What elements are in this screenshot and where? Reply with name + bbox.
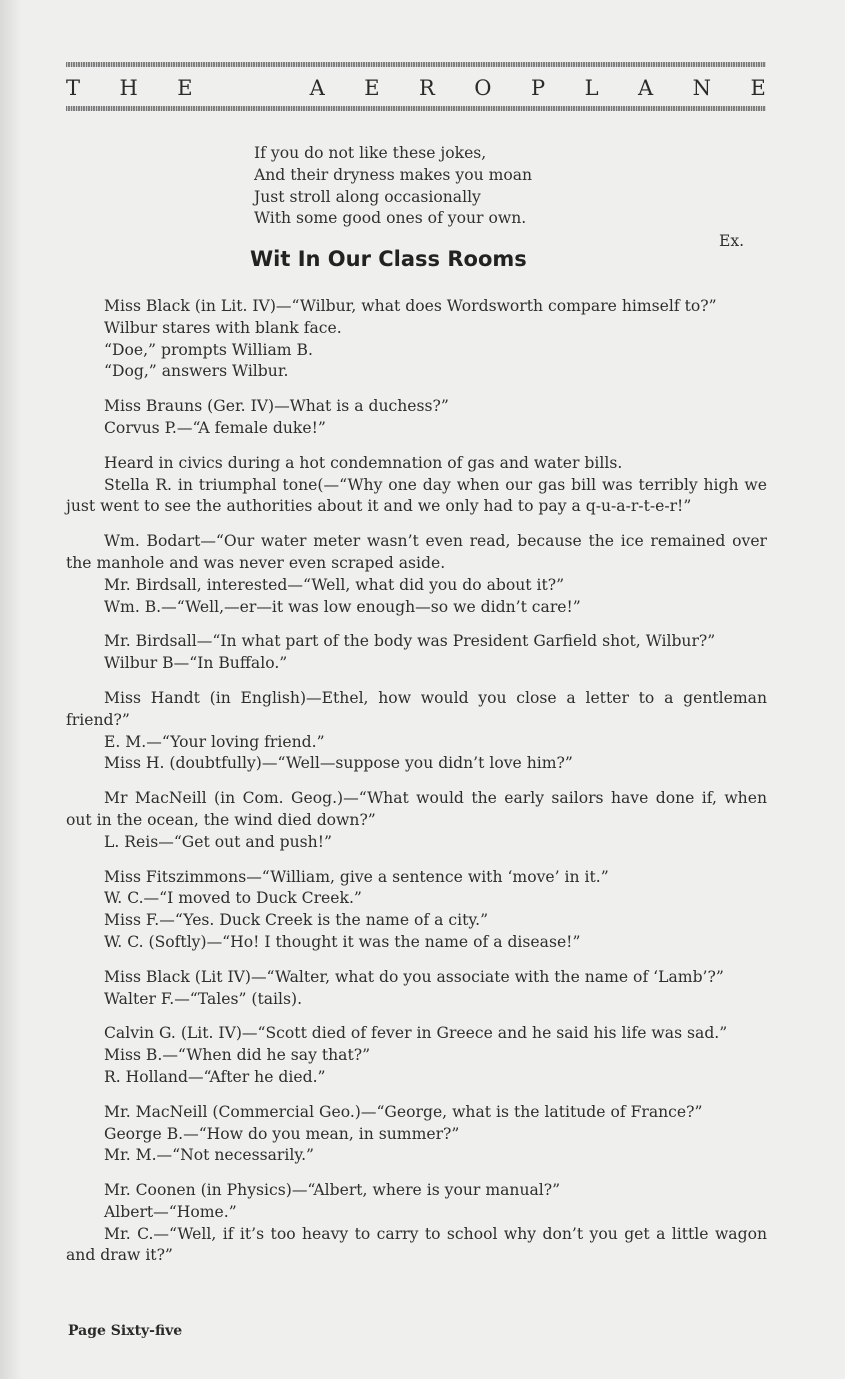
dialogue-line: Wilbur B—“In Buffalo.” <box>104 654 288 673</box>
title-letter: R <box>419 76 435 100</box>
title-letter: N <box>692 76 712 100</box>
dialogue-line: Mr. Birdsall, interested—“Well, what did you do about it?” <box>104 575 565 594</box>
dialogue-line: Miss Black (in Lit. IV)—“Wilbur, what does Wordsworth compare himself to?” <box>104 297 717 315</box>
page-binding-shadow <box>0 0 22 1379</box>
page-number: Page Sixty-five <box>68 1323 183 1339</box>
dialogue-line: R. Holland—“After he died.” <box>104 1067 326 1086</box>
running-header <box>66 62 766 111</box>
joke-paragraph <box>66 867 767 954</box>
dialogue-line: “Doe,” prompts William B. <box>104 340 313 359</box>
dialogue-line: “Dog,” answers Wilbur. <box>104 362 289 381</box>
poem-signature: Ex. <box>719 232 745 250</box>
title-letter: E <box>750 76 766 100</box>
poem-line: With some good ones of your own. <box>254 209 527 228</box>
dialogue-line: W. C.—“I moved to Duck Creek.” <box>104 889 362 908</box>
dialogue-line: Mr. C.—“Well, if it’s too heavy to carry to school why don’t you get a little wagon and draw it?” <box>66 1224 767 1265</box>
title-letter: H <box>119 76 138 100</box>
dialogue-line: Miss Black (Lit IV)—“Walter, what do you associate with the name of ‘Lamb’?” <box>104 967 724 986</box>
joke-paragraph <box>66 531 767 618</box>
dialogue-line: Miss H. (doubtfully)—“Well—suppose you didn’t love him?” <box>104 754 573 773</box>
dialogue-line: L. Reis—“Get out and push!” <box>104 832 332 851</box>
intro-poem <box>254 143 532 230</box>
joke-paragraph <box>66 631 767 675</box>
joke-paragraph <box>66 453 767 518</box>
dialogue-line: W. C. (Softly)—“Ho! I thought it was the name of a disease!” <box>104 932 581 951</box>
joke-paragraph <box>66 1180 767 1267</box>
title-letter: L <box>584 76 599 100</box>
dialogue-line: Corvus P.—“A female duke!” <box>104 418 326 437</box>
dialogue-line: Miss Handt (in English)—Ethel, how would you close a letter to a gentleman friend?” <box>66 688 767 729</box>
dialogue-line: Wm. Bodart—“Our water meter wasn’t even read, because the ice remained over the manhole and was never even scraped aside. <box>66 532 767 572</box>
dialogue-line: George B.—“How do you mean, in summer?” <box>104 1124 460 1143</box>
joke-paragraph <box>66 1023 767 1088</box>
dialogue-line: Mr. Birdsall—“In what part of the body was President Garfield shot, Wilbur?” <box>104 632 716 651</box>
poem-line: Just stroll along occasionally <box>254 187 481 206</box>
dialogue-line: Heard in civics during a hot condemnation of gas and water bills. <box>104 453 623 472</box>
title-word-gap <box>232 76 270 100</box>
title-letter: A <box>309 76 325 100</box>
poem-line: And their dryness makes you moan <box>254 165 533 184</box>
title-letter: E <box>177 76 193 100</box>
title-letter: T <box>66 76 81 100</box>
joke-paragraph <box>66 1102 767 1167</box>
dialogue-line: Miss F.—“Yes. Duck Creek is the name of a city.” <box>104 911 489 930</box>
dialogue-line: Walter F.—“Tales” (tails). <box>104 989 303 1008</box>
dialogue-line: E. M.—“Your loving friend.” <box>104 732 325 751</box>
poem-line: If you do not like these jokes, <box>254 144 487 162</box>
dialogue-line: Wm. B.—“Well,—er—it was low enough—so we didn’t care!” <box>104 597 581 616</box>
title-letter: P <box>530 76 546 100</box>
section-title: Wit In Our Class Rooms <box>250 247 527 271</box>
joke-paragraph <box>66 688 767 775</box>
title-letter: A <box>638 76 654 100</box>
title-letter: E <box>364 76 380 100</box>
joke-paragraph <box>66 296 767 383</box>
dialogue-line: Calvin G. (Lit. IV)—“Scott died of fever in Greece and he said his life was sad.” <box>104 1024 728 1043</box>
dialogue-line: Stella R. in triumphal tone(—“Why one day when our gas bill was terribly high we just went to see the authorities about it and we only had to pay a q-u-a-r-t-e-r!” <box>66 475 767 516</box>
dialogue-line: Miss B.—“When did he say that?” <box>104 1046 371 1065</box>
title-letter: O <box>474 76 492 100</box>
joke-paragraph <box>66 967 767 1011</box>
joke-paragraph <box>66 396 767 440</box>
dialogue-line: Wilbur stares with blank face. <box>104 318 342 337</box>
header-rule-bottom <box>66 106 766 111</box>
publication-title <box>66 76 766 100</box>
dialogue-line: Mr. MacNeill (Commercial Geo.)—“George, what is the latitude of France?” <box>104 1102 703 1121</box>
dialogue-line: Albert—“Home.” <box>104 1202 237 1221</box>
dialogue-line: Mr. Coonen (in Physics)—“Albert, where is your manual?” <box>104 1181 561 1200</box>
dialogue-line: Mr. M.—“Not necessarily.” <box>104 1146 314 1165</box>
joke-paragraph <box>66 788 767 853</box>
dialogue-line: Miss Brauns (Ger. IV)—What is a duchess?” <box>104 397 449 416</box>
dialogue-line: Mr MacNeill (in Com. Geog.)—“What would the early sailors have done if, when out in the ocean, the wind died down?” <box>66 789 767 829</box>
header-rule-top <box>66 62 766 67</box>
dialogue-line: Miss Fitszimmons—“William, give a sentence with ‘move’ in it.” <box>104 867 609 886</box>
jokes-body <box>66 296 767 1280</box>
